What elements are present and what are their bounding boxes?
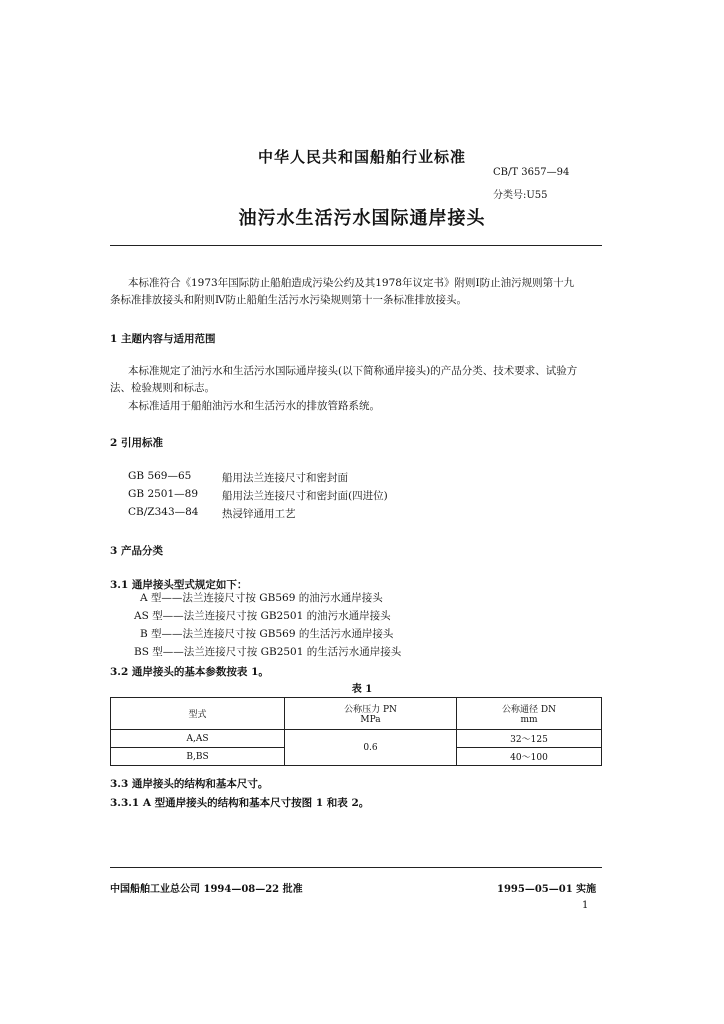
header-cell-diameter [457, 698, 602, 730]
cell-type: A,AS [111, 730, 285, 748]
page-number: 1 [582, 900, 589, 911]
reference-name: 热浸锌通用工艺 [222, 508, 296, 520]
table-1-caption: 表 1 [351, 684, 373, 695]
issuing-standard-header: 中华人民共和国船舶行业标准 [257, 148, 466, 166]
section-1-para-1-line-1: 本标准规定了油污水和生活污水国际通岸接头(以下简称通岸接头)的产品分类、技术要求、试验方 [128, 365, 578, 377]
section-3-heading: 3 产品分类 [110, 545, 163, 557]
footer-divider [110, 867, 602, 868]
approval-info: 中国船舶工业总公司 1994—08—22 批准 [110, 884, 303, 895]
document-title: 油污水生活污水国际通岸接头 [238, 208, 486, 229]
reference-code: GB 2501—89 [128, 488, 199, 500]
reference-code: CB/Z343—84 [128, 506, 199, 518]
connector-type-item: A 型——法兰连接尺寸按 GB569 的油污水通岸接头 [140, 592, 383, 604]
header-pressure-label: 公称压力 PN [344, 705, 397, 715]
header-cell-type: 型式 [111, 698, 285, 730]
table-header-row [111, 698, 602, 730]
header-diameter-unit: mm [520, 715, 538, 725]
intro-line-1: 本标准符合《1973年国际防止船舶造成污染公约及其1978年议定书》附则Ⅰ防止油污规则第十九 [128, 277, 575, 289]
intro-line-2: 条标准排放接头和附则Ⅳ防止船舶生活污水污染规则第十一条标准排放接头。 [110, 294, 467, 306]
reference-code: GB 569—65 [128, 470, 192, 482]
clause-3-1: 3.1 通岸接头型式规定如下： [110, 579, 248, 591]
header-diameter-label: 公称通径 DN [502, 705, 556, 715]
section-2-heading: 2 引用标准 [110, 437, 163, 449]
cell-pressure: 0.6 [285, 730, 457, 766]
section-1-para-1-line-2: 法、检验规则和标志。 [110, 382, 215, 394]
header-cell-pressure [285, 698, 457, 730]
reference-name: 船用法兰连接尺寸和密封面(四进位) [222, 490, 388, 502]
cell-type: B,BS [111, 748, 285, 766]
classification-code: 分类号:U55 [493, 190, 548, 201]
cell-diameter: 40～100 [457, 748, 602, 766]
standard-code: CB/T 3657—94 [493, 167, 570, 178]
clause-3-3-1: 3.3.1 A 型通岸接头的结构和基本尺寸按图 1 和表 2。 [110, 797, 370, 809]
table-row [111, 730, 602, 748]
header-divider [110, 245, 602, 246]
cell-diameter: 32～125 [457, 730, 602, 748]
connector-type-item: BS 型——法兰连接尺寸按 GB2501 的生活污水通岸接头 [134, 646, 402, 658]
clause-3-2: 3.2 通岸接头的基本参数按表 1。 [110, 666, 269, 678]
connector-type-item: AS 型——法兰连接尺寸按 GB2501 的油污水通岸接头 [134, 610, 391, 622]
section-1-heading: 1 主题内容与适用范围 [110, 333, 216, 345]
header-pressure-unit: MPa [360, 715, 381, 725]
implementation-date: 1995—05—01 实施 [497, 884, 597, 895]
connector-type-item: B 型——法兰连接尺寸按 GB569 的生活污水通岸接头 [140, 628, 394, 640]
reference-name: 船用法兰连接尺寸和密封面 [222, 472, 348, 484]
section-1-para-2: 本标准适用于船舶油污水和生活污水的排放管路系统。 [128, 400, 380, 412]
table-1 [110, 697, 602, 766]
clause-3-3: 3.3 通岸接头的结构和基本尺寸。 [110, 778, 269, 790]
